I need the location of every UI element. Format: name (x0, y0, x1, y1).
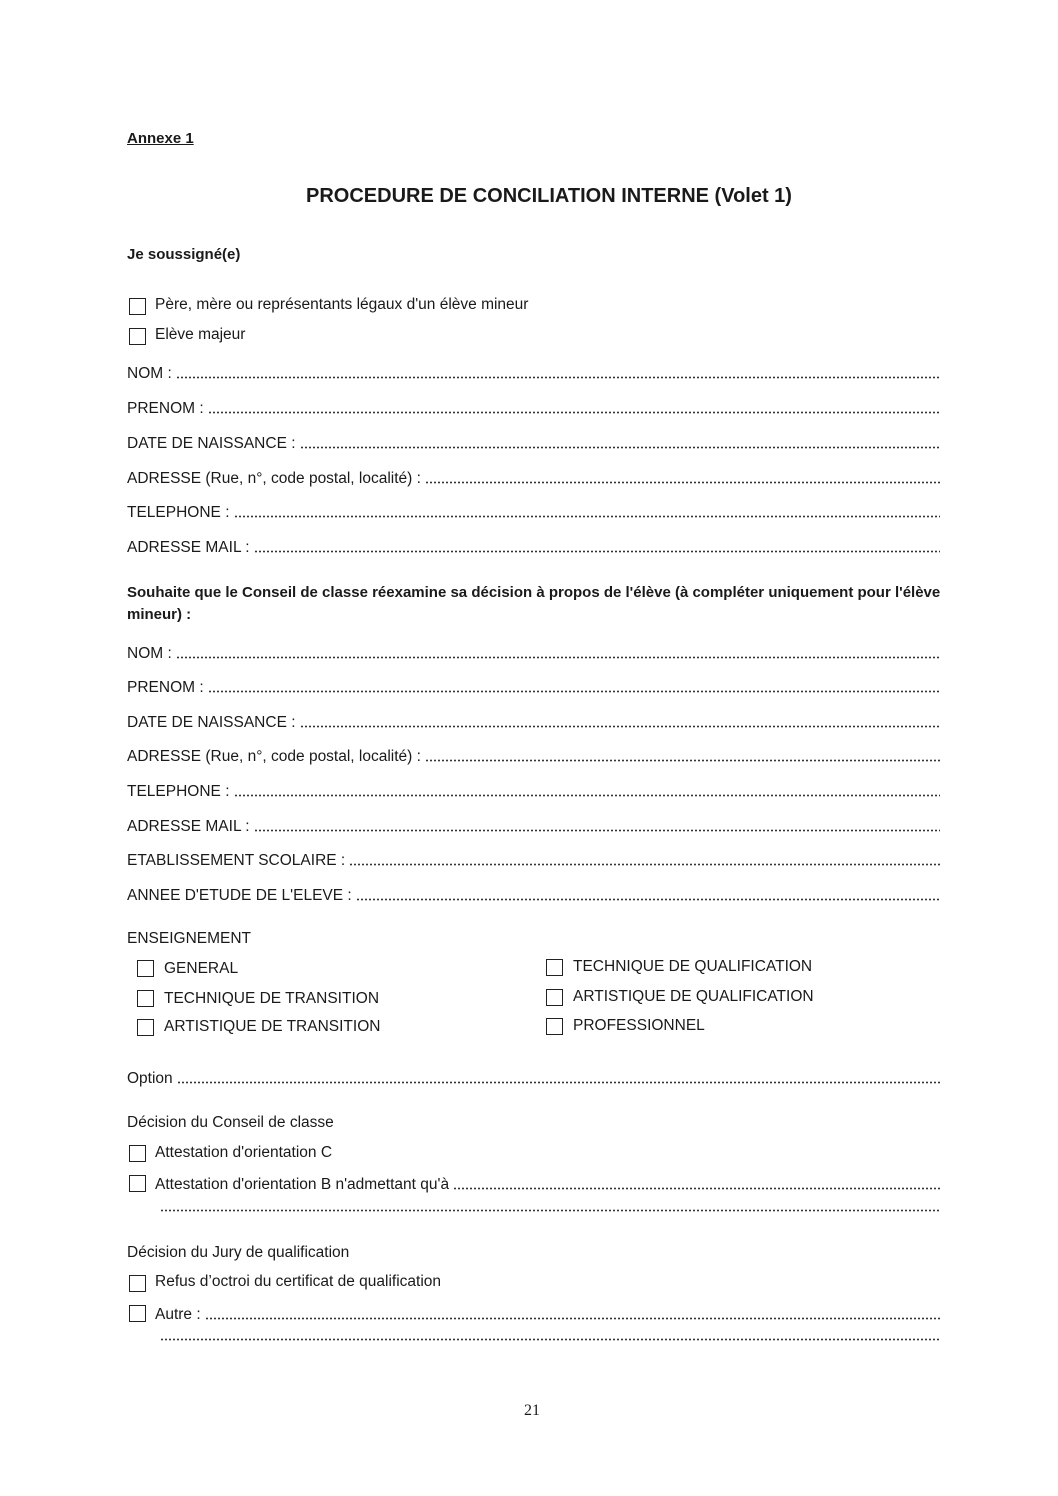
requester-nom-field[interactable] (127, 361, 940, 383)
parent-checkbox[interactable] (129, 298, 146, 315)
field-label: Option (127, 1070, 173, 1087)
autre-continuation-line[interactable] (160, 1338, 940, 1341)
school-field[interactable] (127, 848, 940, 870)
student-prenom-field[interactable] (127, 675, 940, 697)
student-birthdate-field[interactable] (127, 710, 940, 732)
field-label: NOM : (127, 645, 172, 662)
autre-field[interactable] (155, 1302, 940, 1324)
fill-line (425, 481, 940, 484)
student-phone-field[interactable] (127, 779, 940, 801)
general-checkbox-label: GENERAL (164, 960, 239, 977)
undersigned-heading: Je soussigné(e) (127, 246, 241, 263)
attestation-b-checkbox[interactable] (129, 1175, 146, 1192)
field-label: NOM : (127, 365, 172, 382)
general-checkbox[interactable] (137, 960, 154, 977)
field-label: ANNEE D'ETUDE DE L'ELEVE : (127, 887, 352, 904)
fill-line (425, 759, 940, 762)
fill-line (208, 411, 940, 414)
fill-line (176, 376, 940, 379)
fill-line (177, 1081, 940, 1084)
refus-certificat-checkbox[interactable] (129, 1275, 146, 1292)
artistique-transition-checkbox[interactable] (137, 1019, 154, 1036)
adult-student-checkbox-label: Elève majeur (155, 326, 246, 343)
technique-qualification-checkbox[interactable] (546, 959, 563, 976)
conseil-heading: Décision du Conseil de classe (127, 1114, 334, 1131)
field-label: PRENOM : (127, 679, 204, 696)
field-label: TELEPHONE : (127, 783, 230, 800)
annex-label: Annexe 1 (127, 130, 194, 147)
artistique-qualification-checkbox[interactable] (546, 989, 563, 1006)
parent-checkbox-label: Père, mère ou représentants légaux d'un élève mineur (155, 296, 529, 313)
fill-line (356, 898, 940, 901)
field-label: ETABLISSEMENT SCOLAIRE : (127, 852, 346, 869)
student-email-field[interactable] (127, 814, 940, 836)
attestation-b-continuation-line[interactable] (160, 1209, 940, 1212)
fill-line (254, 550, 940, 553)
fill-line (234, 794, 941, 797)
request-paragraph: Souhaite que le Conseil de classe réexamine sa décision à propos de l'élève (à compléter uniquement pour l'élève mineur) : (127, 584, 941, 623)
field-label: ADRESSE (Rue, n°, code postal, localité) : (127, 748, 421, 765)
fill-line (453, 1187, 940, 1190)
study-year-field[interactable] (127, 883, 940, 905)
attestation-b-field[interactable] (155, 1172, 940, 1194)
requester-birthdate-field[interactable] (127, 431, 940, 453)
artistique-transition-checkbox-label: ARTISTIQUE DE TRANSITION (164, 1018, 381, 1035)
fill-line (300, 446, 940, 449)
fill-line (300, 725, 940, 728)
field-label: ADRESSE (Rue, n°, code postal, localité) : (127, 470, 421, 487)
field-label: TELEPHONE : (127, 504, 230, 521)
autre-checkbox[interactable] (129, 1305, 146, 1322)
field-label: ADRESSE MAIL : (127, 818, 250, 835)
field-label: DATE DE NAISSANCE : (127, 714, 296, 731)
professionnel-checkbox[interactable] (546, 1018, 563, 1035)
field-label: Autre : (155, 1306, 201, 1323)
requester-phone-field[interactable] (127, 500, 940, 522)
fill-line (208, 690, 940, 693)
student-address-field[interactable] (127, 744, 940, 766)
fill-line (234, 515, 941, 518)
fill-line (176, 656, 940, 659)
artistique-qualification-checkbox-label: ARTISTIQUE DE QUALIFICATION (573, 988, 814, 1005)
enseignement-heading: ENSEIGNEMENT (127, 930, 252, 947)
fill-line (254, 829, 940, 832)
field-label: Attestation d'orientation B n'admettant qu'à (155, 1176, 450, 1193)
option-field[interactable] (127, 1066, 940, 1088)
technique-transition-checkbox[interactable] (137, 990, 154, 1007)
field-label: ADRESSE MAIL : (127, 539, 250, 556)
fill-line (349, 863, 940, 866)
requester-prenom-field[interactable] (127, 396, 940, 418)
field-label: PRENOM : (127, 400, 204, 417)
professionnel-checkbox-label: PROFESSIONNEL (573, 1017, 705, 1034)
jury-heading: Décision du Jury de qualification (127, 1244, 350, 1261)
refus-certificat-label: Refus d’octroi du certificat de qualification (155, 1273, 442, 1290)
student-nom-field[interactable] (127, 641, 940, 663)
requester-email-field[interactable] (127, 535, 940, 557)
adult-student-checkbox[interactable] (129, 328, 146, 345)
page-title: PROCEDURE DE CONCILIATION INTERNE (Volet 1) (306, 185, 792, 207)
technique-qualification-checkbox-label: TECHNIQUE DE QUALIFICATION (573, 958, 813, 975)
fill-line (205, 1317, 940, 1320)
attestation-c-checkbox[interactable] (129, 1145, 146, 1162)
technique-transition-checkbox-label: TECHNIQUE DE TRANSITION (164, 990, 380, 1007)
field-label: DATE DE NAISSANCE : (127, 435, 296, 452)
requester-address-field[interactable] (127, 466, 940, 488)
page-number: 21 (524, 1402, 540, 1419)
attestation-c-label: Attestation d'orientation C (155, 1144, 333, 1161)
